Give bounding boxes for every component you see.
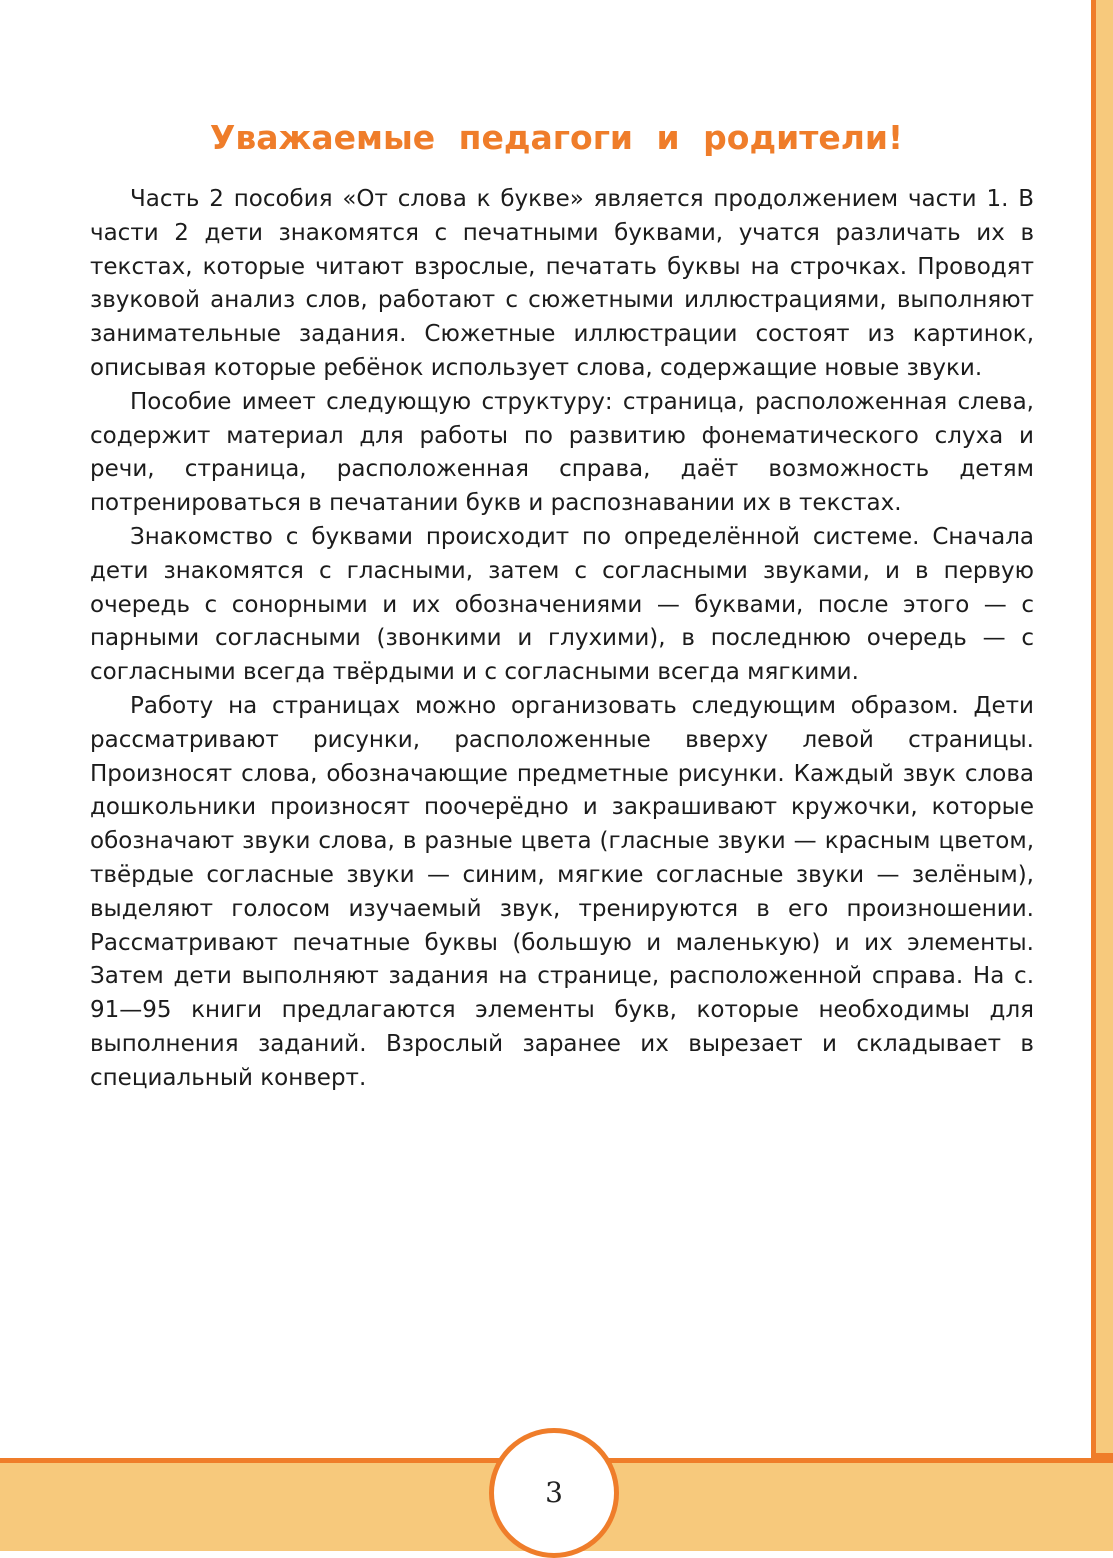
paragraph-structure: Пособие имеет следующую структуру: страница, расположенная слева, содержит материал для работы по развитию фонематического слуха и речи, страница, расположенная справа, даёт возможность детям потренироваться в печатании букв и распознавании их в текстах.	[90, 388, 1034, 517]
body-text	[90, 183, 1034, 1096]
paragraph-work-method: Работу на страницах можно организовать следующим образом. Дети рассматривают рисунки, расположенные вверху левой страницы. Произносят слова, обозначающие предметные рисунки. Каждый звук слова дошкольники произносят поочерёдно и закрашивают кружочки, которые обозначают звуки слова, в разные цвета (гласные звуки — красным цветом, твёрдые согласные звуки — синим, мягкие согласные звуки — зелёным), выделяют голосом изучаемый звук, тренируются в его произношении. Рассматривают печатные буквы (большую и маленькую) и их элементы. Затем дети выполняют задания на странице, расположенной справа. На с. 91—95 книги предлагаются элементы букв, которые необходимы для выполнения заданий. Взрослый заранее их вырезает и складывает в специальный конверт.	[90, 692, 1034, 1091]
page-title: Уважаемые педагоги и родители!	[209, 118, 904, 157]
paragraph-letter-system: Знакомство с буквами происходит по определённой системе. Сначала дети знакомятся с гласными, затем с согласными звуками, и в первую очередь с сонорными и их обозначениями — буквами, после этого — с парными согласными (звонкими и глухими), в последнюю очередь — с согласными всегда твёрдыми и с согласными всегда мягкими.	[90, 523, 1034, 686]
paragraph-intro: Часть 2 пособия «От слова к букве» является продолжением части 1. В части 2 дети знакомятся с печатными буквами, учатся различать их в текстах, которые читают взрослые, печатать буквы на строчках. Проводят звуковой анализ слов, работают с сюжетными иллюстрациями, выполняют занимательные задания. Сюжетные иллюстрации состоят из картинок, описывая которые ребёнок использует слова, содержащие новые звуки.	[90, 186, 1034, 381]
page-frame-right	[1091, 0, 1113, 1458]
page-number: 3	[545, 1476, 563, 1509]
